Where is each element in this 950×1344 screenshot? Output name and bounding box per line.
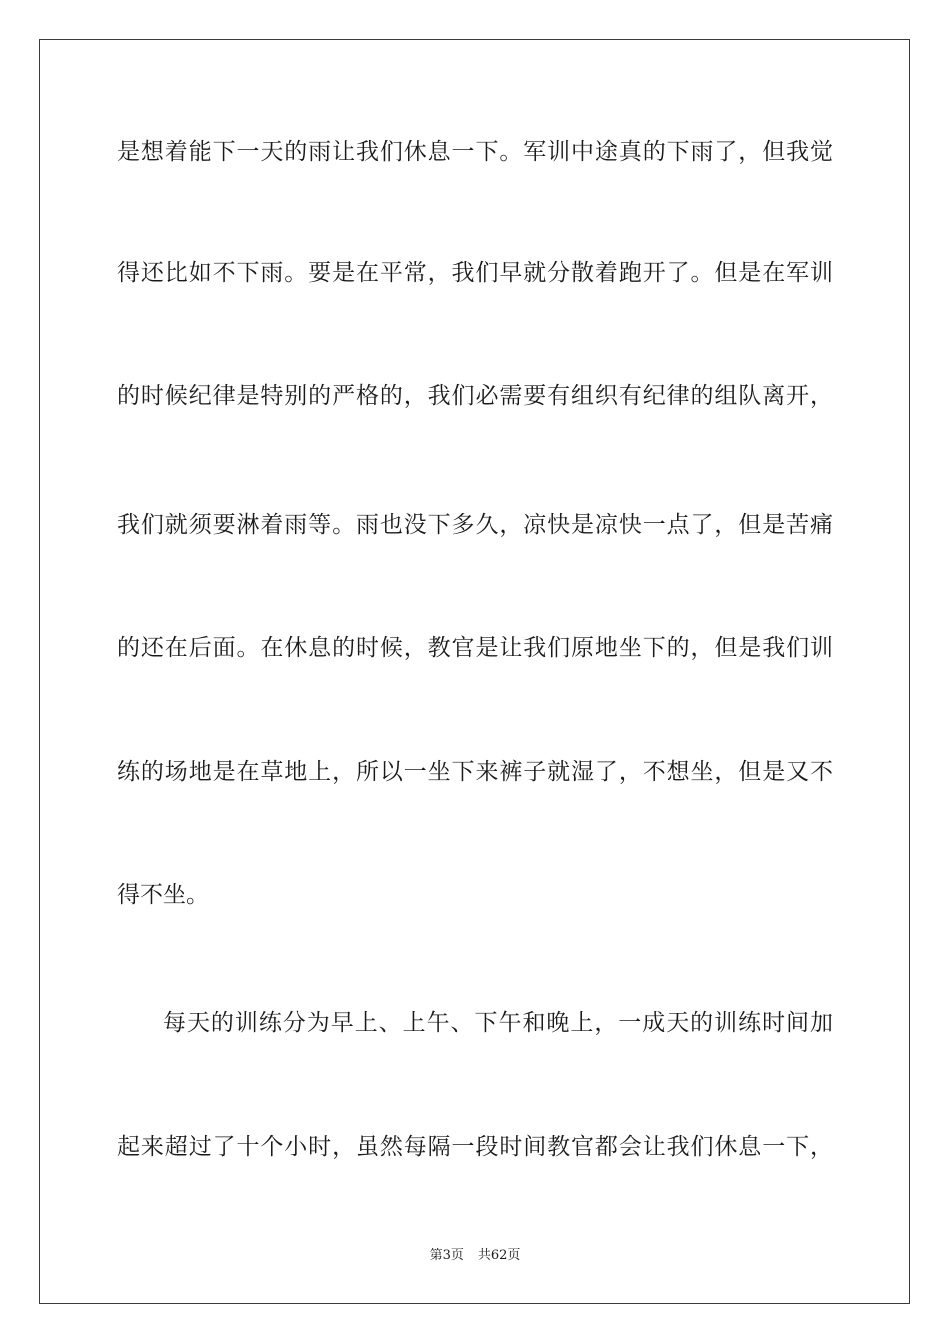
- text-line-2: 得还比如不下雨。要是在平常，我们早就分散着跑开了。但是在军训: [117, 260, 833, 286]
- text-line-4: 我们就须要淋着雨等。雨也没下多久，凉快是凉快一点了，但是苦痛: [117, 512, 833, 538]
- text-line-1: 是想着能下一天的雨让我们休息一下。军训中途真的下雨了，但我觉: [117, 139, 833, 165]
- text-line-7: 得不坐。: [117, 882, 209, 908]
- page-border: [39, 39, 910, 1304]
- page-footer: [0, 1247, 950, 1265]
- text-line-8: 每天的训练分为早上、上午、下午和晚上，一成天的训练时间加: [163, 1010, 833, 1036]
- page-number: 第3页: [429, 1248, 464, 1263]
- text-line-5: 的还在后面。在休息的时候，教官是让我们原地坐下的，但是我们训: [117, 635, 833, 661]
- page-total: 共62页: [477, 1248, 521, 1263]
- text-line-9: 起来超过了十个小时，虽然每隔一段时间教官都会让我们休息一下，: [117, 1134, 833, 1160]
- text-line-6: 练的场地是在草地上，所以一坐下来裤子就湿了，不想坐，但是又不: [117, 759, 833, 785]
- text-line-3: 的时候纪律是特别的严格的，我们必需要有组织有纪律的组队离开，: [117, 383, 833, 409]
